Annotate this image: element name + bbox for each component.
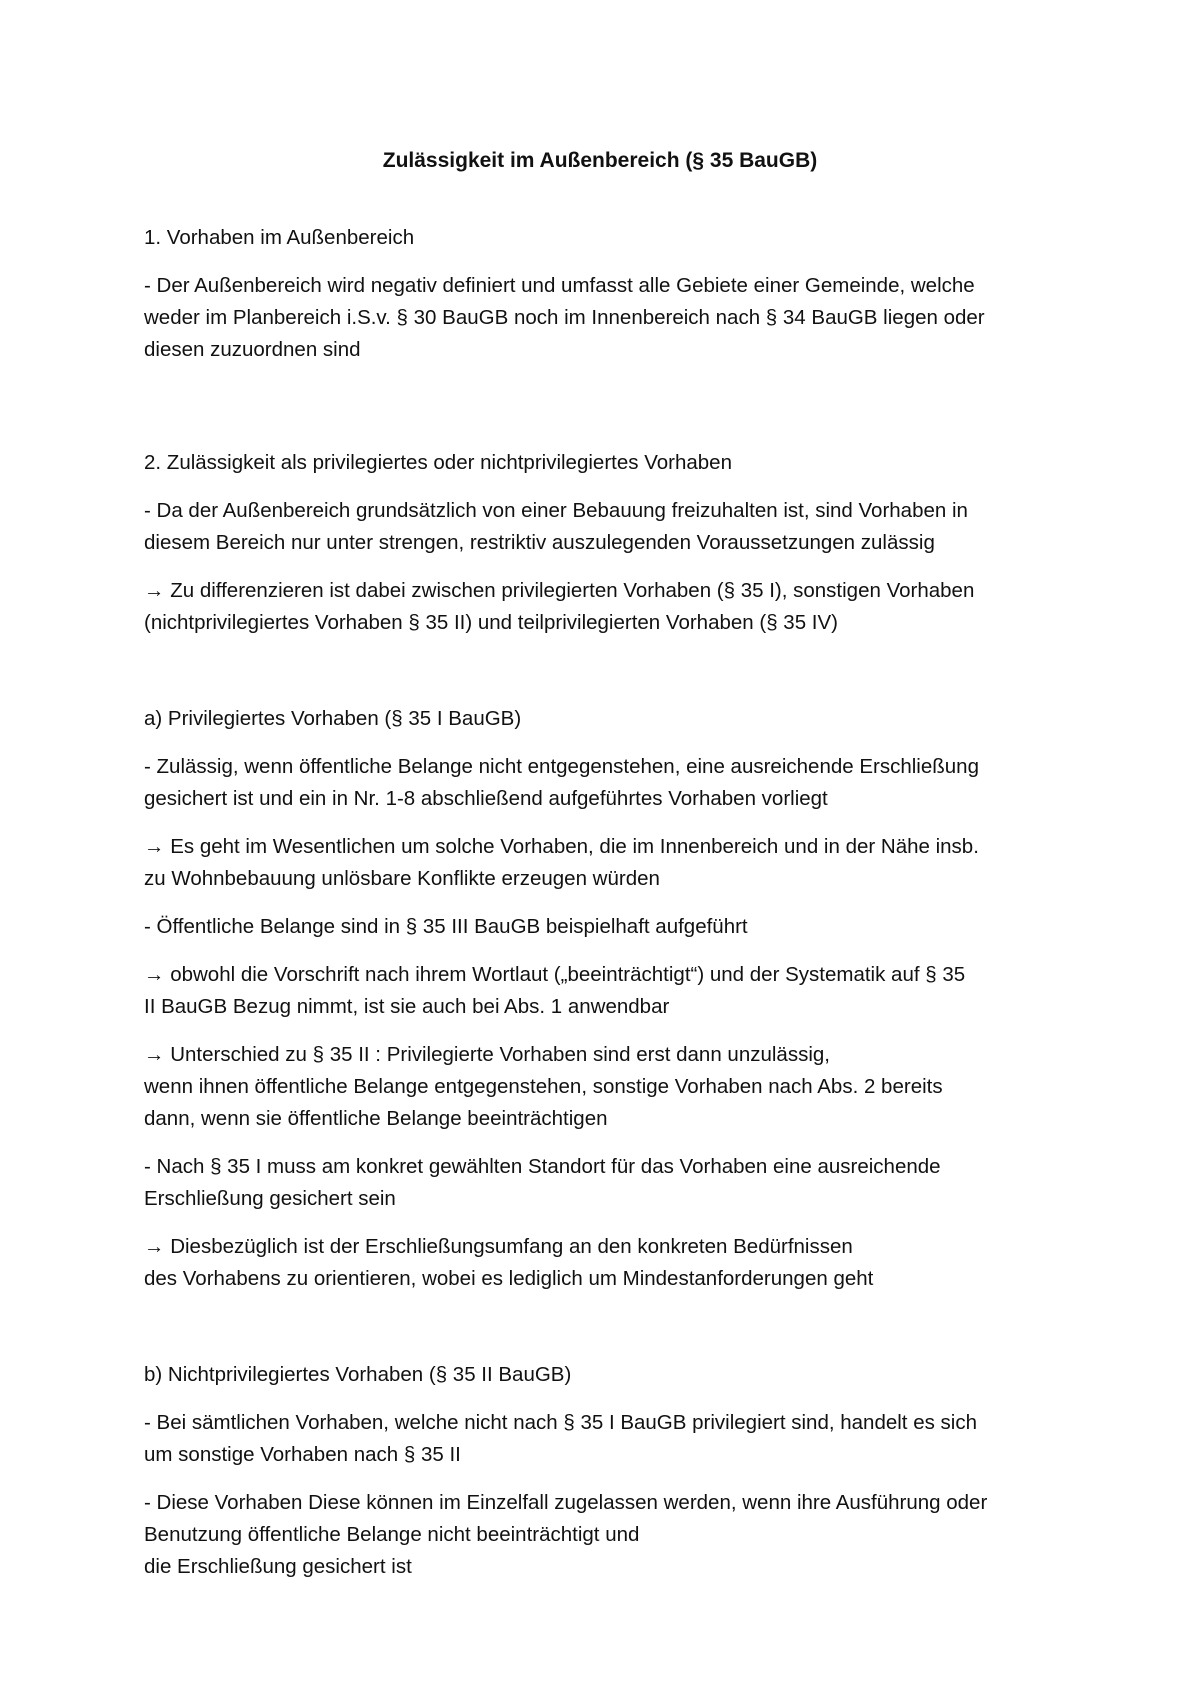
text-line: Benutzung öffentliche Belange nicht beeinträchtigt und	[144, 1523, 640, 1546]
text-line: b) Nichtprivilegiertes Vorhaben (§ 35 II BauGB)	[144, 1363, 572, 1386]
text-line: - Nach § 35 I muss am konkret gewählten Standort für das Vorhaben eine ausreichende	[144, 1155, 941, 1178]
paragraph	[144, 270, 1064, 366]
text-line: Es geht im Wesentlichen um solche Vorhaben, die im Innenbereich und in der Nähe insb.	[164, 835, 979, 858]
text-line: zu Wohnbebauung unlösbare Konflikte erzeugen würden	[144, 867, 660, 890]
text-line: - Öffentliche Belange sind in § 35 III BauGB beispielhaft aufgeführt	[144, 915, 748, 938]
text-line: des Vorhabens zu orientieren, wobei es lediglich um Mindestanforderungen geht	[144, 1267, 874, 1290]
text-line: 1. Vorhaben im Außenbereich	[144, 226, 415, 249]
text-line: obwohl die Vorschrift nach ihrem Wortlaut („beeinträchtigt“) und der Systematik auf § 35	[164, 963, 966, 986]
paragraph	[144, 1487, 1064, 1583]
arrow-right-icon: →	[144, 835, 165, 858]
heading-a	[144, 703, 1064, 735]
document-title: Zulässigkeit im Außenbereich (§ 35 BauGB)	[382, 149, 818, 172]
arrow-right-icon: →	[144, 1043, 165, 1066]
arrow-paragraph	[144, 1231, 1064, 1295]
paragraph	[144, 1407, 1064, 1471]
text-line: Unterschied zu § 35 II : Privilegierte Vorhaben sind erst dann unzulässig,	[164, 1043, 830, 1066]
text-line: diesem Bereich nur unter strengen, restriktiv auszulegenden Voraussetzungen zulässig	[144, 531, 935, 554]
text-line: Diesbezüglich ist der Erschließungsumfang an den konkreten Bedürfnissen	[164, 1235, 853, 1258]
text-line: um sonstige Vorhaben nach § 35 II	[144, 1443, 461, 1466]
arrow-paragraph	[144, 1039, 1064, 1135]
paragraph	[144, 1151, 1064, 1215]
text-line: 2. Zulässigkeit als privilegiertes oder nichtprivilegiertes Vorhaben	[144, 451, 732, 474]
arrow-paragraph	[144, 959, 1064, 1023]
text-line: - Bei sämtlichen Vorhaben, welche nicht nach § 35 I BauGB privilegiert sind, handelt es sich	[144, 1411, 977, 1434]
paragraph	[144, 911, 1064, 943]
text-line: wenn ihnen öffentliche Belange entgegenstehen, sonstige Vorhaben nach Abs. 2 bereits	[144, 1075, 943, 1098]
arrow-paragraph	[144, 831, 1064, 895]
text-line: dann, wenn sie öffentliche Belange beeinträchtigen	[144, 1107, 608, 1130]
text-line: diesen zuzuordnen sind	[144, 338, 361, 361]
arrow-paragraph	[144, 575, 1064, 639]
heading-b	[144, 1359, 1064, 1391]
text-line: II BauGB Bezug nimmt, ist sie auch bei Abs. 1 anwendbar	[144, 995, 670, 1018]
heading-1	[144, 222, 1064, 254]
text-line: (nichtprivilegiertes Vorhaben § 35 II) und teilprivilegierten Vorhaben (§ 35 IV)	[144, 611, 838, 634]
text-line: - Zulässig, wenn öffentliche Belange nicht entgegenstehen, eine ausreichende Erschließung	[144, 755, 979, 778]
text-line: Zu differenzieren ist dabei zwischen privilegierten Vorhaben (§ 35 I), sonstigen Vorhaben	[164, 579, 975, 602]
paragraph	[144, 495, 1064, 559]
text-line: gesichert ist und ein in Nr. 1-8 abschließend aufgeführtes Vorhaben vorliegt	[144, 787, 828, 810]
text-line: weder im Planbereich i.S.v. § 30 BauGB noch im Innenbereich nach § 34 BauGB liegen oder	[144, 306, 985, 329]
text-line: - Diese Vorhaben Diese können im Einzelfall zugelassen werden, wenn ihre Ausführung oder	[144, 1491, 988, 1514]
text-line: die Erschließung gesichert ist	[144, 1555, 412, 1578]
text-line: - Da der Außenbereich grundsätzlich von einer Bebauung freizuhalten ist, sind Vorhaben in	[144, 499, 968, 522]
arrow-right-icon: →	[144, 579, 165, 602]
arrow-right-icon: →	[144, 963, 165, 986]
arrow-right-icon: →	[144, 1235, 165, 1258]
text-line: a) Privilegiertes Vorhaben (§ 35 I BauGB)	[144, 707, 522, 730]
text-line: - Der Außenbereich wird negativ definiert und umfasst alle Gebiete einer Gemeinde, welche	[144, 274, 975, 297]
paragraph	[144, 751, 1064, 815]
text-line: Erschließung gesichert sein	[144, 1187, 396, 1210]
heading-2	[144, 447, 1064, 479]
